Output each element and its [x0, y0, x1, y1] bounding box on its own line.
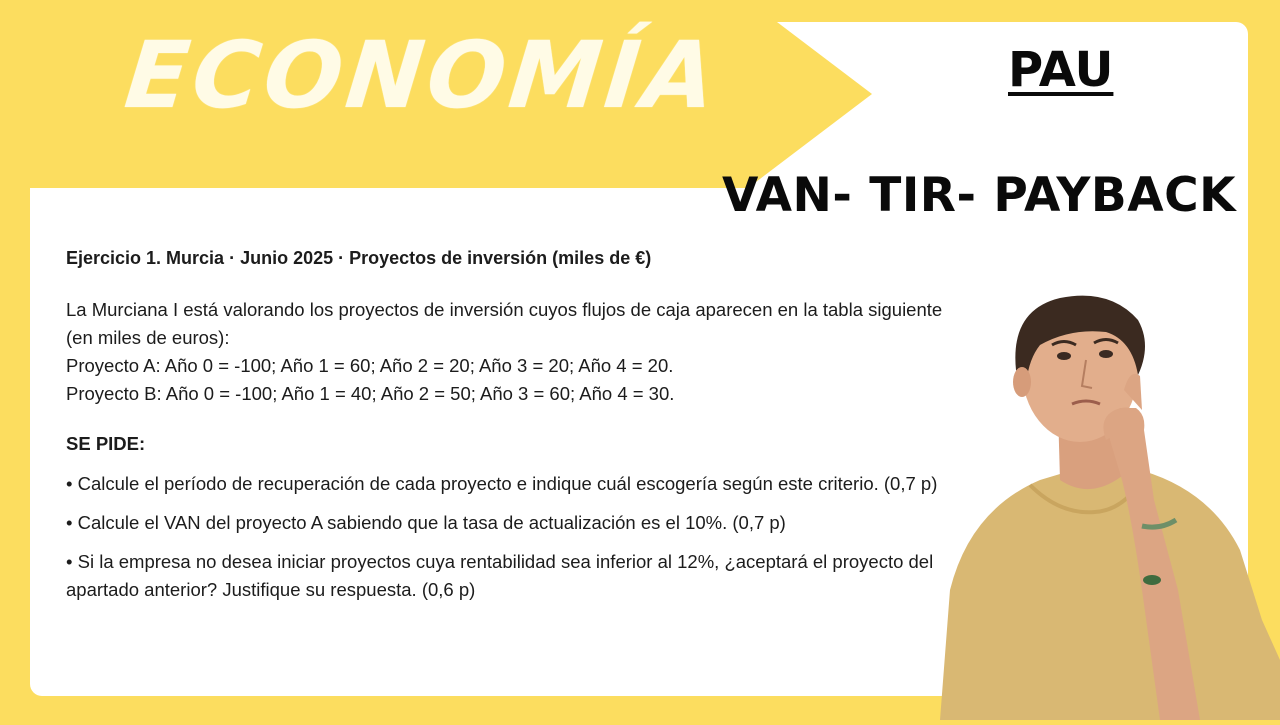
page-title: ECONOMÍA — [120, 22, 725, 129]
project-a-flows: Proyecto A: Año 0 = -100; Año 1 = 60; Año 2 = 20; Año 3 = 20; Año 4 = 20. — [66, 355, 674, 376]
se-pide-heading: SE PIDE: — [66, 433, 146, 454]
exercise-heading: Ejercicio 1. Murcia · Junio 2025 · Proyectos de inversión (miles de €) — [66, 248, 652, 268]
question-item: • Calcule el período de recuperación de cada proyecto e indique cuál escogería según este criterio. (0,7 p) — [66, 473, 938, 494]
exercise-text — [66, 244, 946, 615]
presenter-photo — [910, 290, 1280, 720]
exercise-intro: La Murciana I está valorando los proyectos de inversión cuyos flujos de caja aparecen en la tabla siguiente (en miles de euros): — [66, 299, 943, 348]
pau-label: PAU — [1008, 42, 1114, 98]
question-item: • Si la empresa no desea iniciar proyectos cuya rentabilidad sea inferior al 12%, ¿aceptará el proyecto del apartado anterior? Justifique su respuesta. (0,6 p) — [66, 551, 934, 600]
topic-subtitle: VAN- TIR- PAYBACK — [722, 168, 1237, 223]
question-item: • Calcule el VAN del proyecto A sabiendo que la tasa de actualización es el 10%. (0,7 p) — [66, 512, 786, 533]
project-b-flows: Proyecto B: Año 0 = -100; Año 1 = 40; Año 2 = 50; Año 3 = 60; Año 4 = 30. — [66, 383, 675, 404]
